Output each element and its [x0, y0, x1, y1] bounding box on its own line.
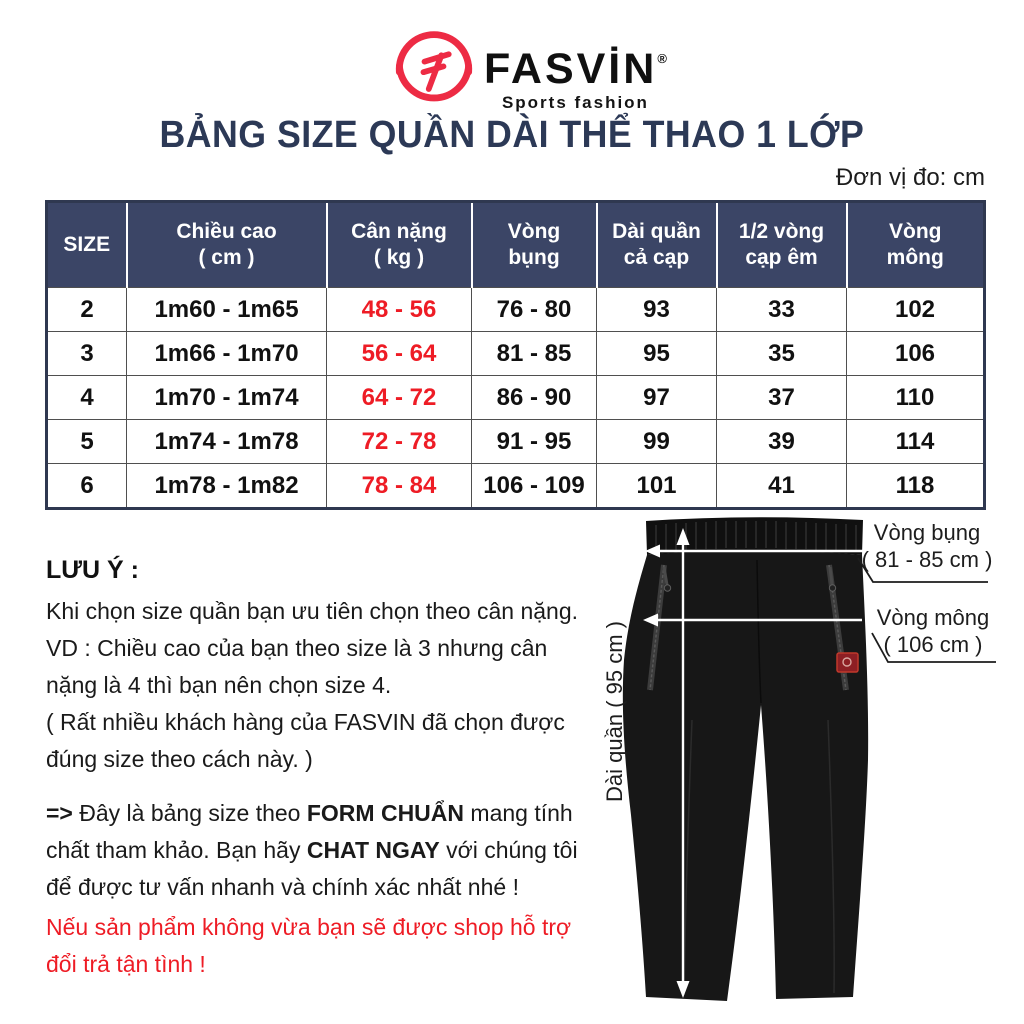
advice-segment: => — [46, 800, 80, 826]
return-policy-note: Nếu sản phẩm không vừa bạn sẽ được shop hỗ trợ đổi trả tận tình ! — [46, 914, 572, 977]
hip-annotation-value: ( 106 cm ) — [883, 632, 983, 657]
length-annotation: Dài quần ( 95 cm ) — [602, 621, 627, 802]
note-line-1: Khi chọn size quần bạn ưu tiên chọn theo cân nặng. — [46, 598, 579, 624]
cell-pants-length: 95 — [597, 332, 717, 376]
advice-segment: FORM CHUẨN — [306, 800, 465, 826]
cell-hip: 118 — [847, 464, 985, 509]
cell-weight: 56 - 64 — [327, 332, 472, 376]
cell-half-waistband: 33 — [717, 288, 847, 332]
cell-size: 5 — [47, 420, 127, 464]
pants-waistband — [646, 517, 863, 555]
pants-illustration — [600, 505, 1024, 1024]
note-heading: LƯU Ý : — [46, 556, 139, 584]
cell-half-waistband: 41 — [717, 464, 847, 509]
advice-segment: CHAT NGAY — [306, 837, 440, 863]
size-row-5 — [47, 420, 985, 464]
logo-patch-icon — [837, 653, 858, 672]
col-header-waist: Vòng bụng — [472, 202, 597, 288]
cell-pants-length: 97 — [597, 376, 717, 420]
size-row-3 — [47, 332, 985, 376]
brand-tagline: Sports fashion — [501, 93, 649, 112]
waist-annotation-value: ( 81 - 85 cm ) — [861, 547, 993, 572]
col-header-height: Chiều cao ( cm ) — [127, 202, 327, 288]
note-line-2: VD : Chiều cao của bạn theo size là 3 nhưng cân nặng là 4 thì bạn nên chọn size 4. — [46, 635, 548, 698]
cell-height: 1m78 - 1m82 — [127, 464, 327, 509]
col-header-pants-length: Dài quần cả cạp — [597, 202, 717, 288]
cell-weight: 72 - 78 — [327, 420, 472, 464]
hip-annotation-label: Vòng mông — [876, 605, 990, 630]
cell-half-waistband: 39 — [717, 420, 847, 464]
waist-annotation-label: Vòng bụng — [873, 520, 981, 545]
cell-size: 2 — [47, 288, 127, 332]
cell-height: 1m74 - 1m78 — [127, 420, 327, 464]
cell-height: 1m60 - 1m65 — [127, 288, 327, 332]
cell-hip: 110 — [847, 376, 985, 420]
header-row — [47, 202, 985, 288]
cell-weight: 64 - 72 — [327, 376, 472, 420]
cell-weight: 78 - 84 — [327, 464, 472, 509]
cell-height: 1m70 - 1m74 — [127, 376, 327, 420]
cell-waist: 81 - 85 — [472, 332, 597, 376]
brand-text-block — [484, 36, 667, 113]
size-row-2 — [47, 288, 985, 332]
cell-weight: 48 - 56 — [327, 288, 472, 332]
size-table — [45, 200, 986, 510]
cell-waist: 76 - 80 — [472, 288, 597, 332]
cell-hip: 114 — [847, 420, 985, 464]
cell-hip: 102 — [847, 288, 985, 332]
note-line-3: ( Rất nhiều khách hàng của FASVIN đã chọn được đúng size theo cách này. ) — [46, 709, 565, 772]
col-header-weight: Cân nặng ( kg ) — [327, 202, 472, 288]
unit-label: Đơn vị đo: cm — [835, 164, 985, 191]
cell-waist: 91 - 95 — [472, 420, 597, 464]
col-header-hip: Vòng mông — [847, 202, 985, 288]
cell-size: 6 — [47, 464, 127, 509]
hip-annotation — [862, 604, 1004, 658]
page-title: BẢNG SIZE QUẦN DÀI THỂ THAO 1 LỚP — [159, 114, 865, 156]
cell-hip: 106 — [847, 332, 985, 376]
registered-mark: ® — [657, 51, 667, 66]
size-row-4 — [47, 376, 985, 420]
col-header-size: SIZE — [47, 202, 127, 288]
cell-pants-length: 93 — [597, 288, 717, 332]
col-header-half-waistband: 1/2 vòng cạp êm — [717, 202, 847, 288]
cell-pants-length: 101 — [597, 464, 717, 509]
cell-height: 1m66 - 1m70 — [127, 332, 327, 376]
waist-annotation — [856, 519, 998, 573]
cell-half-waistband: 35 — [717, 332, 847, 376]
cell-waist: 106 - 109 — [472, 464, 597, 509]
cell-half-waistband: 37 — [717, 376, 847, 420]
cell-size: 3 — [47, 332, 127, 376]
notes-section — [46, 553, 604, 983]
brand-name: FASVİN® — [484, 45, 667, 93]
advice-segment: mang tính chất tham khảo. Bạn hãy — [46, 800, 573, 863]
cell-waist: 86 - 90 — [472, 376, 597, 420]
advice-segment: Đây là bảng size theo — [79, 800, 307, 826]
size-row-6 — [47, 464, 985, 509]
fasvin-f-circle-icon — [394, 29, 474, 109]
advice-segment: với chúng tôi để được tư vấn nhanh và chính xác nhất nhé ! — [46, 837, 578, 900]
advice-note — [46, 795, 604, 906]
cell-pants-length: 99 — [597, 420, 717, 464]
cell-size: 4 — [47, 376, 127, 420]
